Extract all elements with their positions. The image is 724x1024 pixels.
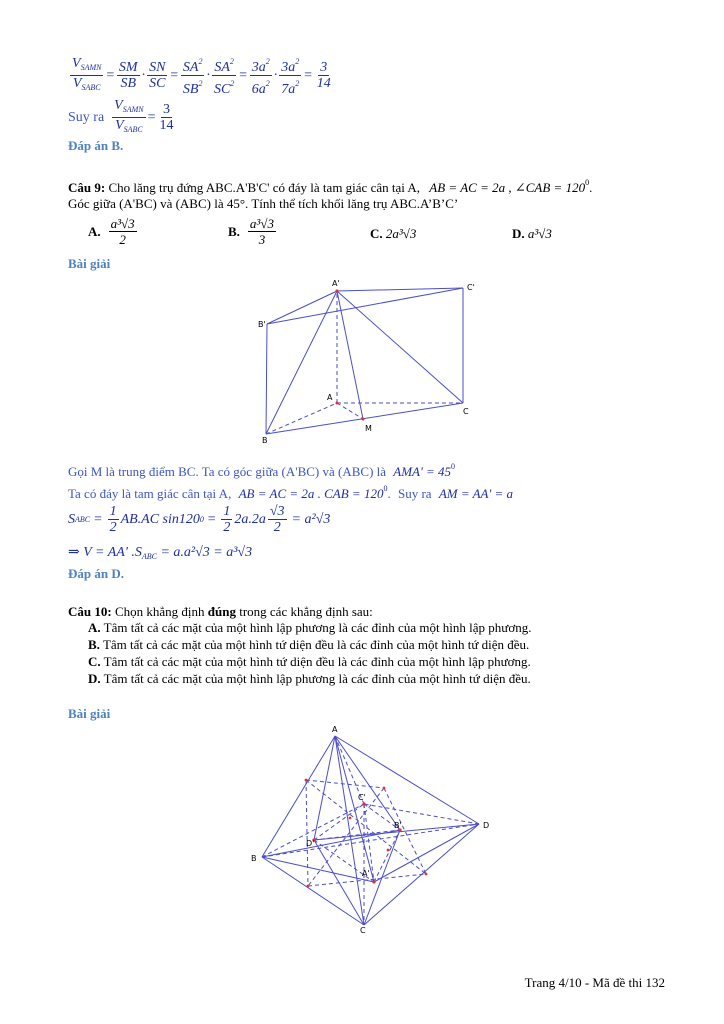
label-oct-c: C — [360, 926, 366, 934]
label-b1: B' — [258, 320, 266, 329]
q10-option-a[interactable]: A. Tâm tất cả các mặt của một hình lập phương là các đỉnh của một hình lập phương. — [88, 620, 532, 635]
q9-sol-line2: Ta có đáy là tam giác cân tại A, AB = AC = 2a . CAB = $120^0$. Suy ra AM = AA' = a — [68, 484, 514, 501]
q10-stem: Câu 10: Chọn khẳng định đúng trong các khẳng định sau: — [68, 604, 373, 619]
label-c1: C' — [467, 283, 475, 292]
prev-answer: Đáp án B. — [68, 138, 124, 153]
page-footer: Trang 4/10 - Mã đề thi 132 — [524, 975, 665, 990]
q9-option-b[interactable]: B. $\frac{\text{a³√3}}{3}$ — [228, 216, 274, 247]
label-a: A — [327, 393, 333, 402]
edge-a-m — [337, 403, 363, 419]
q9-option-c[interactable]: C. 2a³√3 — [370, 226, 417, 241]
q9-stem-line2: Góc giữa (A'BC) và (ABC) là 45°. Tính thể tích khối lăng trụ ABC.A’B’C’ — [68, 196, 459, 211]
q9-option-d[interactable]: D. a³√3 — [512, 226, 552, 241]
label-b: B — [262, 436, 268, 444]
q9-volume-formula: ⇒ V = AA' $.S_{ABC} = a.a^2√3 = a^3√3$ — [68, 545, 253, 561]
label-oct-d1: D' — [306, 839, 315, 848]
label-oct-a1: A' — [362, 869, 370, 878]
q10-solution-heading: Bài giải — [68, 706, 111, 721]
label-c: C — [463, 407, 469, 416]
q9-solution-heading: Bài giải — [68, 256, 111, 271]
label-a1: A' — [332, 279, 340, 288]
edge-a1-c1 — [337, 288, 463, 291]
edge-b-a — [266, 403, 337, 434]
octahedron-figure — [248, 722, 498, 934]
volume-ratio-formula: $\frac{V_{SAMN}}{V_{SABC}}$ = $\frac{SM}{SB}$ · $\frac{SN}{SC}$ = $\frac{SA^2}{SB^2}$ · $\frac{SA^2}{SC^2}$ = $\frac{3a^2}{6a^2}$ · $\frac{3a^2}{7a^2}$ = $\frac{3}{14}$ — [72, 56, 331, 97]
label-oct-d: D — [483, 821, 490, 830]
q9-sol-line1: Gọi M là trung điểm BC. Ta có góc giữa (A'BC) và (ABC) là $AMA' = 45^0$ — [68, 462, 456, 479]
suy-ra-line: Suy ra $\frac{V_{SAMN}}{V_{SABC}}$ = $\frac{3}{14}$ — [68, 98, 174, 134]
q9-stem-line1: Câu 9: Cho lăng trụ đứng ABC.A'B'C' có đáy là tam giác cân tại A, AB = AC = 2a , ∠CAB = $120^0$. — [68, 178, 593, 195]
q9-answer: Đáp án D. — [68, 566, 124, 581]
q9-option-a[interactable]: A. $\frac{\text{a³√3}}{2}$ — [88, 216, 135, 247]
edge-b1-a1 — [267, 291, 337, 324]
q10-option-b[interactable]: B. Tâm tất cả các mặt của một hình tứ diện đều là các đỉnh của một hình tứ diện đều. — [88, 637, 530, 652]
label-oct-a: A — [332, 725, 338, 734]
prism-figure — [250, 276, 490, 444]
q9-area-formula: S ABC = $\frac{1}{2}$ AB.AC sin120 0 = $\frac{1}{2}$ 2a.2a $\frac{√3}{2}$ = a²√3 — [68, 504, 331, 535]
edge-b-a1 — [266, 291, 337, 434]
q10-option-c[interactable]: C. Tâm tất cả các mặt của một hình tứ diện đều là các đỉnh của một hình lập phương. — [88, 654, 531, 669]
edge-b1-c1 — [267, 288, 463, 324]
label-oct-b1: B' — [394, 821, 402, 830]
q10-option-d[interactable]: D. Tâm tất cả các mặt của một hình lập phương là các đỉnh của một hình tứ diện đều. — [88, 671, 531, 686]
edge-b1-b — [266, 324, 267, 434]
label-oct-c1: C' — [358, 793, 366, 802]
label-m: M — [365, 424, 372, 433]
label-oct-b: B — [251, 854, 257, 863]
